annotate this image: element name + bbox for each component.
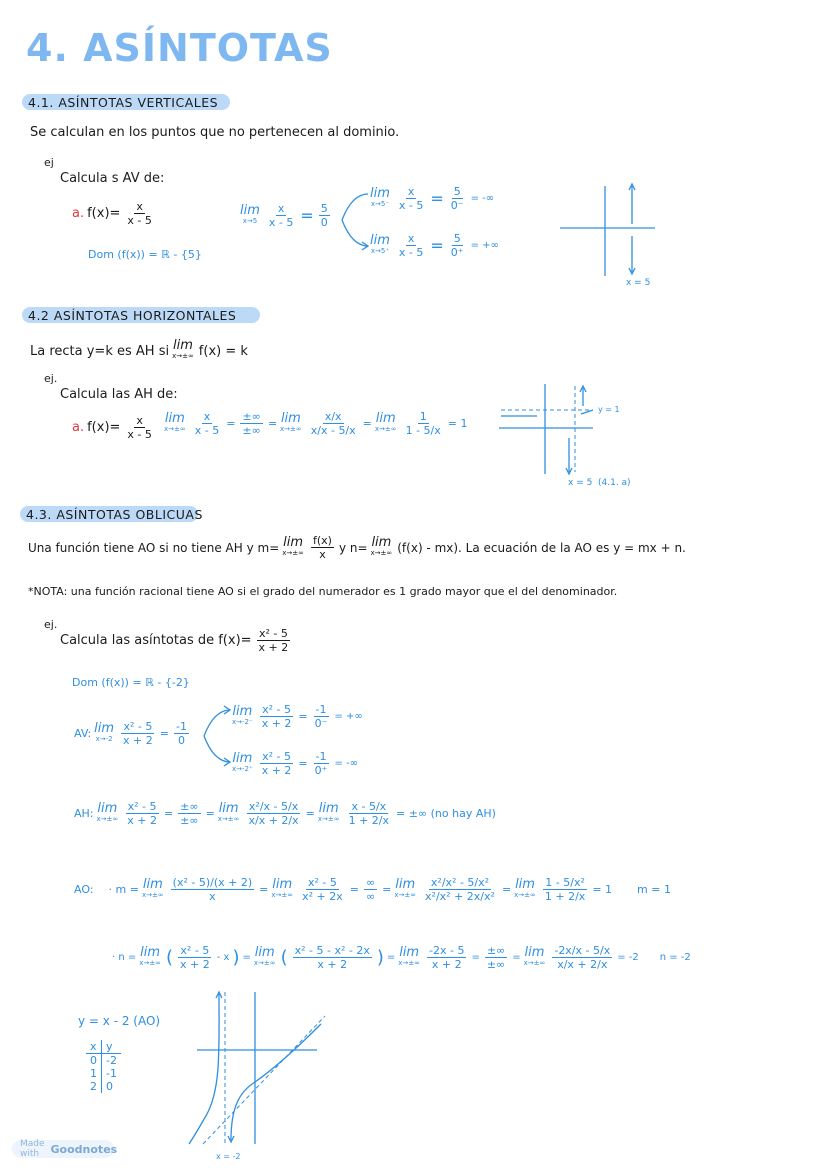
- lim-subscript: x→-2⁺: [232, 764, 253, 773]
- lim-subscript: x→±∞: [523, 958, 546, 967]
- ah-limit-chain: AH: lim x→±∞ $\frac{\text{x² - 5}}{x + 2}$ = $\frac{\pm\infty}{\pm\infty}$ = lim x→±∞ $\frac{\text{x²/x - 5/x}}{x/x + 2/x}$ = lim x→±∞ $\frac{x - 5/x}{1 + 2/x}$ = ±∞ (no hay AH): [74, 800, 496, 827]
- fraction-numerator: 1 - 5/x²: [545, 876, 585, 889]
- step-label: AH:: [74, 807, 94, 820]
- fraction-denominator: x + 2: [261, 717, 292, 730]
- lim-subscript: x→±∞: [253, 958, 276, 967]
- fraction-denominator: 0: [177, 734, 185, 747]
- lim-label: lim: [232, 750, 253, 766]
- page-title: 4. ASÍNTOTAS: [26, 26, 333, 70]
- fraction-denominator: x + 2: [127, 814, 157, 827]
- fraction-denominator: x + 2: [258, 641, 289, 654]
- section-heading-ah: 4.2 ASÍNTOTAS HORIZONTALES: [28, 308, 237, 323]
- limit-result: = +∞: [334, 711, 363, 722]
- lim-subscript: x→-2⁻: [232, 717, 253, 726]
- fraction-numerator: (x² - 5)/(x + 2): [172, 876, 253, 889]
- fraction-numerator: x² - 5: [258, 627, 288, 640]
- item-letter: a.: [72, 420, 85, 435]
- lim-subscript: x→±∞: [394, 890, 417, 899]
- fraction-numerator: x: [407, 185, 415, 198]
- fraction-numerator: x/x: [324, 410, 342, 423]
- fraction-numerator: x² - 5: [123, 720, 153, 733]
- limit-expression: lim x→5 $\frac{x}{x - 5}$ = $\frac{5}{0}$: [240, 202, 328, 229]
- lim-label: lim: [524, 944, 545, 960]
- lim-label: lim: [97, 800, 118, 816]
- fraction-denominator: ±∞: [486, 958, 506, 971]
- av-graph: [555, 180, 665, 280]
- fraction-denominator: x² + 2x: [302, 890, 343, 903]
- example-marker: ej.: [44, 618, 58, 631]
- fraction-numerator: -1: [175, 720, 187, 733]
- note: *NOTA: una función racional tiene AO si el grado del numerador es 1 grado mayor que el del denominador.: [28, 585, 618, 598]
- item-letter: a.: [72, 206, 85, 221]
- fraction-denominator: x²/x² + 2x/x²: [425, 890, 495, 903]
- asymptote-label: x = -2: [216, 1152, 241, 1161]
- fraction-denominator: ±∞: [242, 424, 261, 437]
- definition-text: La recta y=k es AH si: [30, 343, 170, 359]
- ah-graph: [495, 380, 605, 480]
- fraction-denominator: 0⁻: [314, 717, 328, 730]
- example-marker: ej: [44, 156, 54, 169]
- lim-label: lim: [172, 338, 193, 353]
- fraction-numerator: x² - 5: [262, 703, 291, 716]
- fraction-numerator: x: [407, 232, 415, 245]
- asymptote-label: x = 5: [568, 478, 593, 488]
- limit-result: = -∞: [334, 758, 358, 769]
- fraction-numerator: ±∞: [486, 944, 506, 957]
- footer-brand: Goodnotes: [50, 1142, 118, 1156]
- definition-text: Una función tiene AO si no tiene AH y m=: [28, 540, 280, 555]
- step-label: AO:: [74, 883, 94, 896]
- fraction-numerator: x² - 5: [262, 750, 291, 763]
- fraction-denominator: x + 2: [180, 958, 210, 971]
- fraction-denominator: 1 + 2/x: [348, 814, 390, 827]
- fraction-numerator: x - 5/x: [351, 800, 387, 813]
- lim-subscript: x→5: [242, 216, 258, 225]
- table-row: [86, 1040, 121, 1054]
- limit-result: = ±∞ (no hay AH): [396, 807, 496, 820]
- fraction-denominator: x/x + 2/x: [248, 814, 299, 827]
- lim-subscript: x→±∞: [96, 814, 119, 823]
- fraction-denominator: x - 5: [398, 246, 424, 259]
- cross-reference: (4.1. a): [598, 478, 631, 488]
- function-definition: [72, 414, 156, 441]
- footer-made-with: Made with: [20, 1139, 45, 1159]
- lim-subscript: x→±∞: [139, 958, 161, 967]
- lim-label: lim: [280, 410, 301, 426]
- asymptote-label: y = 1: [598, 405, 620, 414]
- fraction-numerator: -2x/x - 5/x: [554, 944, 611, 957]
- prompt-text: Calcula las asíntotas de f(x)=: [60, 633, 252, 648]
- lim-subscript: x→±∞: [280, 424, 302, 433]
- lim-subscript: x→±∞: [370, 548, 393, 557]
- fraction-numerator: x² - 5: [307, 876, 337, 889]
- table-cell: 0: [106, 1080, 113, 1093]
- definition-text: y n=: [338, 540, 368, 555]
- limit-result: = -2: [617, 952, 639, 963]
- m-label: · m =: [108, 883, 139, 896]
- lim-label: lim: [240, 202, 260, 218]
- lim-subscript: x→±∞: [172, 352, 194, 360]
- fraction-numerator: x: [203, 410, 211, 423]
- fraction-denominator: x - 5: [127, 214, 152, 227]
- ao-n-chain: · n = lim x→±∞ ( $\frac{\text{x² - 5}}{x + 2}$ - x ) = lim x→±∞ ( $\frac{\text{x² - 5 - x² - 2x}}{x + 2}$ ) = lim x→±∞ $\frac{-2x - 5}{x + 2}$ = $\frac{\pm\infty}{\pm\infty}$ = lim x→±∞ $\frac{-2x/x - 5/x}{x/x + 2/x}$ = -2 n = -2: [112, 944, 691, 971]
- ah-limit-chain: lim x→±∞ $\frac{x}{x - 5}$ = $\frac{\pm\infty}{\pm\infty}$ = lim x→±∞ $\frac{x/x}{x/x - 5/x}$ = lim x→±∞ $\frac{1}{1 - 5/x}$ = 1: [164, 410, 468, 437]
- fraction-denominator: x - 5: [398, 199, 424, 212]
- table-cell: -1: [106, 1067, 117, 1080]
- ao-graph: [185, 988, 330, 1148]
- fraction-denominator: x/x + 2/x: [557, 958, 608, 971]
- lim-label: lim: [142, 876, 163, 892]
- section-heading-ao: 4.3. ASÍNTOTAS OBLICUAS: [26, 507, 203, 522]
- table-cell: -2: [106, 1054, 117, 1067]
- fraction-numerator: -2x - 5: [429, 944, 465, 957]
- fraction-denominator: ∞: [365, 890, 376, 903]
- limit-result: = 1: [592, 883, 613, 896]
- asymptote-label: x = 5: [626, 278, 651, 288]
- right-limit: lim x→5⁺ $\frac{x}{x - 5}$ = $\frac{5}{0^+}$ = +∞: [370, 232, 499, 259]
- fraction-denominator: x - 5: [194, 424, 220, 437]
- lim-label: lim: [254, 944, 275, 960]
- example-prompt: Calcula s AV de:: [60, 171, 165, 186]
- fraction-numerator: x: [277, 202, 285, 215]
- lim-label: lim: [395, 876, 416, 892]
- fraction-numerator: x: [136, 200, 143, 213]
- goodnotes-badge: [12, 1139, 118, 1159]
- fraction-denominator: 0⁻: [450, 199, 464, 212]
- fraction-numerator: 1: [419, 410, 427, 423]
- table-row: [86, 1067, 121, 1080]
- limit-result: = -∞: [470, 193, 495, 204]
- fraction-denominator: x - 5: [268, 216, 294, 229]
- ah-definition: [30, 340, 248, 362]
- lim-subscript: x→±∞: [217, 814, 240, 823]
- lim-subscript: x→±∞: [398, 958, 420, 967]
- fraction-numerator: -1: [315, 703, 327, 716]
- fraction-denominator: 0: [320, 216, 328, 229]
- example-prompt: [60, 627, 292, 654]
- function-name: f(x)=: [87, 206, 121, 221]
- av-left-limit: lim x→-2⁻ $\frac{\text{x² - 5}}{x + 2}$ = $\frac{-1}{0^-}$ = +∞: [232, 703, 363, 730]
- function-name: f(x)=: [87, 420, 121, 435]
- lim-label: lim: [370, 185, 390, 201]
- branch-arrow: [338, 190, 370, 250]
- lim-label: lim: [370, 232, 390, 248]
- step-label: AV:: [74, 727, 92, 740]
- lim-subscript: x→±∞: [164, 424, 186, 433]
- example-prompt: Calcula las AH de:: [60, 387, 178, 402]
- definition-text: (f(x) - mx). La ecuación de la AO es y = mx + n.: [397, 540, 686, 555]
- fraction-numerator: -1: [315, 750, 327, 763]
- fraction-numerator: x² - 5 - x² - 2x: [294, 944, 370, 957]
- limit-result: = +∞: [470, 240, 499, 251]
- fraction-numerator: x²/x - 5/x: [248, 800, 299, 813]
- fraction-numerator: ∞: [365, 876, 376, 889]
- left-limit: lim x→5⁻ $\frac{x}{x - 5}$ = $\frac{5}{0^-}$ = -∞: [370, 185, 495, 212]
- lim-subscript: x→±∞: [374, 424, 397, 433]
- fraction-denominator: x - 5: [127, 428, 152, 441]
- lim-label: lim: [140, 944, 161, 960]
- limit-result: = 1: [447, 417, 468, 430]
- lim-label: lim: [399, 944, 420, 960]
- lim-subscript: x→5⁺: [370, 246, 390, 255]
- fraction-numerator: x² - 5: [180, 944, 210, 957]
- table-row: [86, 1080, 121, 1093]
- lim-subscript: x→±∞: [141, 890, 164, 899]
- table-cell: 2: [86, 1080, 102, 1093]
- lim-label: lim: [318, 800, 339, 816]
- fraction-numerator: ±∞: [180, 800, 199, 813]
- lim-subscript: x→5⁻: [370, 199, 390, 208]
- lim-label: lim: [232, 703, 253, 719]
- fraction-denominator: x + 2: [261, 764, 292, 777]
- fraction-numerator: x² - 5: [127, 800, 157, 813]
- table-header: x: [86, 1040, 102, 1054]
- av-right-limit: lim x→-2⁺ $\frac{\text{x² - 5}}{x + 2}$ = $\frac{-1}{0^+}$ = -∞: [232, 750, 358, 777]
- fraction-numerator: x: [136, 414, 143, 427]
- table-row: [86, 1054, 121, 1068]
- lim-subscript: x→±∞: [282, 548, 304, 557]
- branch-arrow: [200, 706, 232, 766]
- domain: Dom (f(x)) = ℝ - {-2}: [72, 676, 190, 689]
- fraction-denominator: x + 2: [431, 958, 462, 971]
- fraction-numerator: 5: [453, 185, 461, 198]
- fraction-denominator: 0⁺: [314, 764, 328, 777]
- fraction-numerator: ±∞: [242, 410, 261, 423]
- fraction-denominator: 0⁺: [450, 246, 464, 259]
- lim-label: lim: [371, 534, 392, 550]
- section-heading-av: 4.1. ASÍNTOTAS VERTICALES: [28, 95, 219, 110]
- value-table: [86, 1040, 121, 1093]
- lim-label: lim: [272, 876, 293, 892]
- fraction-denominator: x/x - 5/x: [310, 424, 356, 437]
- example-marker: ej.: [44, 372, 58, 385]
- fraction-denominator: x + 2: [317, 958, 348, 971]
- lim-subscript: x→-2: [95, 734, 113, 743]
- av-limit: AV: lim x→-2 $\frac{\text{x² - 5}}{x + 2}$ = $\frac{-1}{0}$: [74, 720, 187, 747]
- fraction-denominator: 1 + 2/x: [544, 890, 586, 903]
- definition-text: f(x) = k: [198, 343, 248, 359]
- domain: Dom (f(x)) = ℝ - {5}: [88, 248, 202, 261]
- table-cell: 1: [86, 1067, 102, 1080]
- function-definition: [72, 200, 156, 227]
- fraction-denominator: x: [209, 890, 216, 903]
- lim-subscript: x→±∞: [271, 890, 294, 899]
- n-result: n = -2: [659, 952, 691, 963]
- ao-definition: [28, 534, 686, 561]
- lim-label: lim: [515, 876, 535, 892]
- lim-label: lim: [94, 720, 115, 736]
- fraction-denominator: x: [319, 548, 326, 561]
- av-definition: Se calculan en los puntos que no pertenecen al dominio.: [30, 125, 400, 140]
- lim-subscript: x→±∞: [317, 814, 340, 823]
- fraction-numerator: 5: [320, 202, 328, 215]
- ao-m-chain: AO: · m = lim x→±∞ $\frac{\text{(x² - 5)/(x + 2)}}{x}$ = lim x→±∞ $\frac{\text{x² - 5}}{\text{x² + 2x}}$ = $\frac{\infty}{\infty}$ = lim x→±∞ $\frac{\text{x²/x² - 5/x²}}{\text{x²/x² + 2x/x²}}$ = lim x→±∞ $\frac{\text{1 - 5/x²}}{1 + 2/x}$ = 1 m = 1: [74, 876, 671, 903]
- fraction-numerator: x²/x² - 5/x²: [430, 876, 490, 889]
- fraction-numerator: f(x): [312, 534, 332, 547]
- fraction-numerator: 5: [453, 232, 461, 245]
- m-result: m = 1: [637, 883, 671, 896]
- fraction-denominator: ±∞: [180, 814, 199, 827]
- paren-tail: - x: [216, 952, 230, 963]
- fraction-denominator: 1 - 5/x: [405, 424, 441, 437]
- ao-equation: y = x - 2 (AO): [78, 1014, 161, 1028]
- fraction-denominator: x + 2: [123, 734, 153, 747]
- lim-label: lim: [164, 410, 185, 426]
- table-header: y: [102, 1040, 121, 1054]
- table-cell: 0: [86, 1054, 102, 1068]
- lim-label: lim: [283, 534, 304, 550]
- lim-label: lim: [375, 410, 396, 426]
- lim-label: lim: [218, 800, 239, 816]
- n-label: · n =: [112, 952, 137, 963]
- lim-subscript: x→±∞: [514, 890, 536, 899]
